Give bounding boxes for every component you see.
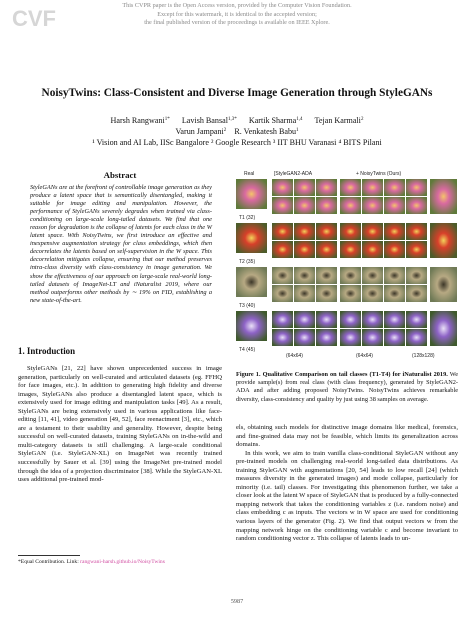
paper-title: NoisyTwins: Class-Consistent and Diverse Image Generation through StyleGANs (41, 87, 433, 99)
figure-sample-image (294, 223, 315, 240)
figure-sample-image (406, 197, 427, 214)
author-sup: 1,3* (227, 117, 237, 122)
author-name: Tejan Karmali (314, 116, 361, 125)
author-name: Varun Jampani (175, 127, 224, 136)
author-name: Lavish Bansal (181, 116, 228, 125)
intro-text: StyleGANs [21, 22] have shown unprecedented success in image generation, particularly on well-curated and articulated datasets (eg. FFHQ for face images, etc.). In addition to generating high fidelity and diverse images, StyleGANs also produce a disentangled latent space, which is extensively used for image editing and manipulation tasks [49]. As a result, StyleGANs are being extensively used in various applications like face-editing [11, 41], video generation [49, 52], face reenactment [3], etc., which are a testament to their usability and generality. However, despite being successful on well-curated datasets, training StyleGANs on in-the-wild and multi-category datasets is still challenging. A large-scale conditional StyleGAN (i.e. StyleGAN-XL) on ImageNet was recently trained successfully by Sauer et al. [39] using the ImageNet pre-trained model through the idea of a projection discriminator [38]. While the StyleGAN-XL uses additional pre-trained mod- (18, 365, 222, 484)
figure-sample-image (316, 285, 337, 302)
figure-row-label: T1 (32) (239, 215, 256, 221)
figure-sample-image (294, 285, 315, 302)
figure-sample-image (384, 267, 405, 284)
figure-sample-image (316, 329, 337, 346)
figure-sample-image (294, 329, 315, 346)
figure-sample-image (362, 311, 383, 328)
affiliations: ¹ Vision and AI Lab, IISc Bangalore ² Google Research ³ IIT BHU Varanasi ⁴ BITS Pilani (92, 138, 382, 147)
cvf-logo (10, 2, 60, 34)
figure-col-stylegan: [StyleGAN2-ADA (274, 171, 313, 177)
footnote-link[interactable]: rangwani-harsh.github.io/NoisyTwins (80, 559, 165, 565)
author-line-2 (0, 126, 474, 137)
figure-image-grid (236, 179, 457, 346)
figure-sample-image (362, 285, 383, 302)
figure-sample-image (384, 179, 405, 196)
figure-sample-image (316, 223, 337, 240)
figure-caption-bold: Figure 1. Qualitative Comparison on tail classes (T1-T4) for iNaturalist 2019. (236, 371, 448, 378)
author-sup: 1* (164, 117, 170, 122)
figure-row-label: T3 (40) (239, 303, 256, 309)
watermark-line-3: the final published version of the proceedings is available on IEEE Xplore. (144, 19, 330, 27)
footnote-rule (18, 555, 80, 556)
figure-sample-image (272, 311, 293, 328)
figure-sample-image (406, 285, 427, 302)
figure-row-label: T2 (35) (239, 259, 256, 265)
figure-sample-image (362, 179, 383, 196)
figure-sample-image (384, 329, 405, 346)
watermark-line-2: Except for this watermark, it is identical to the accepted version; (157, 10, 317, 18)
abstract-heading: Abstract (103, 170, 137, 180)
author-sup: 1,4 (296, 117, 303, 122)
intro-paragraph (18, 365, 222, 485)
abstract-text: StyleGANs are at the forefront of controllable image generation as they produce a latent space that is semantically disentangled, making it suitable for image editing and manipulation. However, the performance of StyleGANs severely degrades when trained via class-conditioning on large-scale long-tailed datasets. We find that one reason for degradation is the collapse of latents for each class in the W latent space. With NoisyTwins, we first introduce an effective and inexpensive augmentation strategy for class embeddings, which then decorrelates the latents based on self-supervision in the W space. This decorrelation mitigates collapse, ensuring that our method preserves intra-class diversity with class-consistency in image generation. We show the effectiveness of our approach on large-scale real-world long-tailed datasets of ImageNet-LT and iNaturalist 2019, where our method outperforms other methods by ∼ 19% on FID, establishing a new state-of-the-art. (30, 184, 212, 304)
figure-sample-image (316, 197, 337, 214)
author-name: Harsh Rangwani (110, 116, 165, 125)
figure-sample-image (340, 329, 361, 346)
figure-row-label: T4 (45) (239, 347, 256, 353)
author-line-1 (0, 115, 474, 126)
figure-sample-image (384, 311, 405, 328)
figure-sample-image (340, 179, 361, 196)
figure-sample-image (316, 241, 337, 258)
figure-sample-image (272, 267, 293, 284)
figure-caption (236, 371, 458, 404)
cvf-logo-text: CVF (12, 6, 56, 31)
figure-sample-image (272, 241, 293, 258)
right-paragraph-1: els, obtaining such models for distinctive image domains like medical, forensics, and fine-grained data may not be feasible, which limits its generalization across domains. (236, 424, 458, 449)
figure-sample-image (340, 241, 361, 258)
figure-res-label: (128x128) (412, 353, 435, 358)
figure-sample-image (294, 311, 315, 328)
page-number: 5987 (230, 598, 244, 605)
figure-sample-image (406, 223, 427, 240)
figure-sample-image (406, 179, 427, 196)
footnote-label: *Equal Contribution. Link: (18, 559, 81, 565)
figure-sample-image (294, 241, 315, 258)
figure-sample-image (294, 197, 315, 214)
figure-sample-image (272, 179, 293, 196)
figure-sample-image (384, 197, 405, 214)
figure-sample-image (340, 197, 361, 214)
author-name: Kartik Sharma (248, 116, 297, 125)
figure-sample-image (316, 311, 337, 328)
figure-sample-image (236, 179, 267, 209)
figure-sample-image (362, 267, 383, 284)
author-name: R. Venkatesh Babu (234, 127, 297, 136)
right-column-text (236, 424, 458, 544)
figure-sample-image (384, 285, 405, 302)
figure-sample-image (272, 285, 293, 302)
figure-sample-image (272, 223, 293, 240)
figure-col-noisytwins: + NoisyTwins (Ours) (356, 171, 402, 177)
figure-col-real: Real (244, 171, 255, 177)
figure-sample-image (362, 329, 383, 346)
figure-caption-text: We provide sample(s) from real class (with class frequency), generated by StyleGAN2-ADA and after adding proposed NoisyTwins. NoisyTwins achieves remarkable diversity, class-consistency and quality by just using 38 samples on average. (236, 371, 459, 403)
figure-sample-image (430, 267, 457, 302)
figure-sample-image (272, 329, 293, 346)
figure-sample-image (384, 223, 405, 240)
figure-sample-image (316, 267, 337, 284)
figure-1 (236, 166, 458, 358)
figure-sample-image (430, 179, 457, 214)
watermark-line-1: This CVPR paper is the Open Access version, provided by the Computer Vision Foundation. (122, 2, 352, 9)
figure-sample-image (294, 179, 315, 196)
figure-sample-image (406, 329, 427, 346)
figure-sample-image (362, 197, 383, 214)
author-sup: 2 (360, 117, 364, 122)
figure-sample-image (340, 267, 361, 284)
figure-sample-image (272, 197, 293, 214)
section-heading-introduction: 1. Introduction (18, 346, 76, 356)
figure-sample-image (406, 241, 427, 258)
author-sup: 1 (296, 128, 299, 133)
figure-sample-image (236, 311, 267, 341)
figure-sample-image (316, 179, 337, 196)
figure-sample-image (236, 267, 267, 297)
figure-res-label: (64x64) (286, 353, 303, 358)
footnote (18, 559, 238, 565)
right-paragraph-2: In this work, we aim to train vanilla class-conditional StyleGAN without any pre-trained models on challenging real-world long-tailed data distributions. As training StyleGAN with augmentations [20, 54] leads to low recall [24] (which measures diversity in the generated images) and mode collapse, particularly for minority (i.e. tail) classes. For investigating this phenomenon further, we take a closer look at the latent W space of StyleGAN that is produced by a fully-connected mapping network that takes the conditioning variables z (i.e. random noise) and class embedding c as inputs. The vectors w in W space are used for conditioning various layers of the generator (Fig. 2). We find that output vectors w from the mapping network hinge on the conditioning variable c and become invariant to random conditioning vector z. This collapse of latents leads to un- (236, 449, 458, 543)
author-sup: 2 (223, 128, 227, 133)
figure-sample-image (340, 311, 361, 328)
figure-sample-image (406, 311, 427, 328)
figure-sample-image (294, 267, 315, 284)
figure-sample-image (362, 223, 383, 240)
figure-sample-image (406, 267, 427, 284)
figure-sample-image (430, 223, 457, 258)
figure-sample-image (362, 241, 383, 258)
figure-res-label: (64x64) (356, 353, 373, 358)
figure-sample-image (236, 223, 267, 253)
figure-sample-image (340, 285, 361, 302)
figure-sample-image (430, 311, 457, 346)
figure-sample-image (340, 223, 361, 240)
figure-sample-image (384, 241, 405, 258)
